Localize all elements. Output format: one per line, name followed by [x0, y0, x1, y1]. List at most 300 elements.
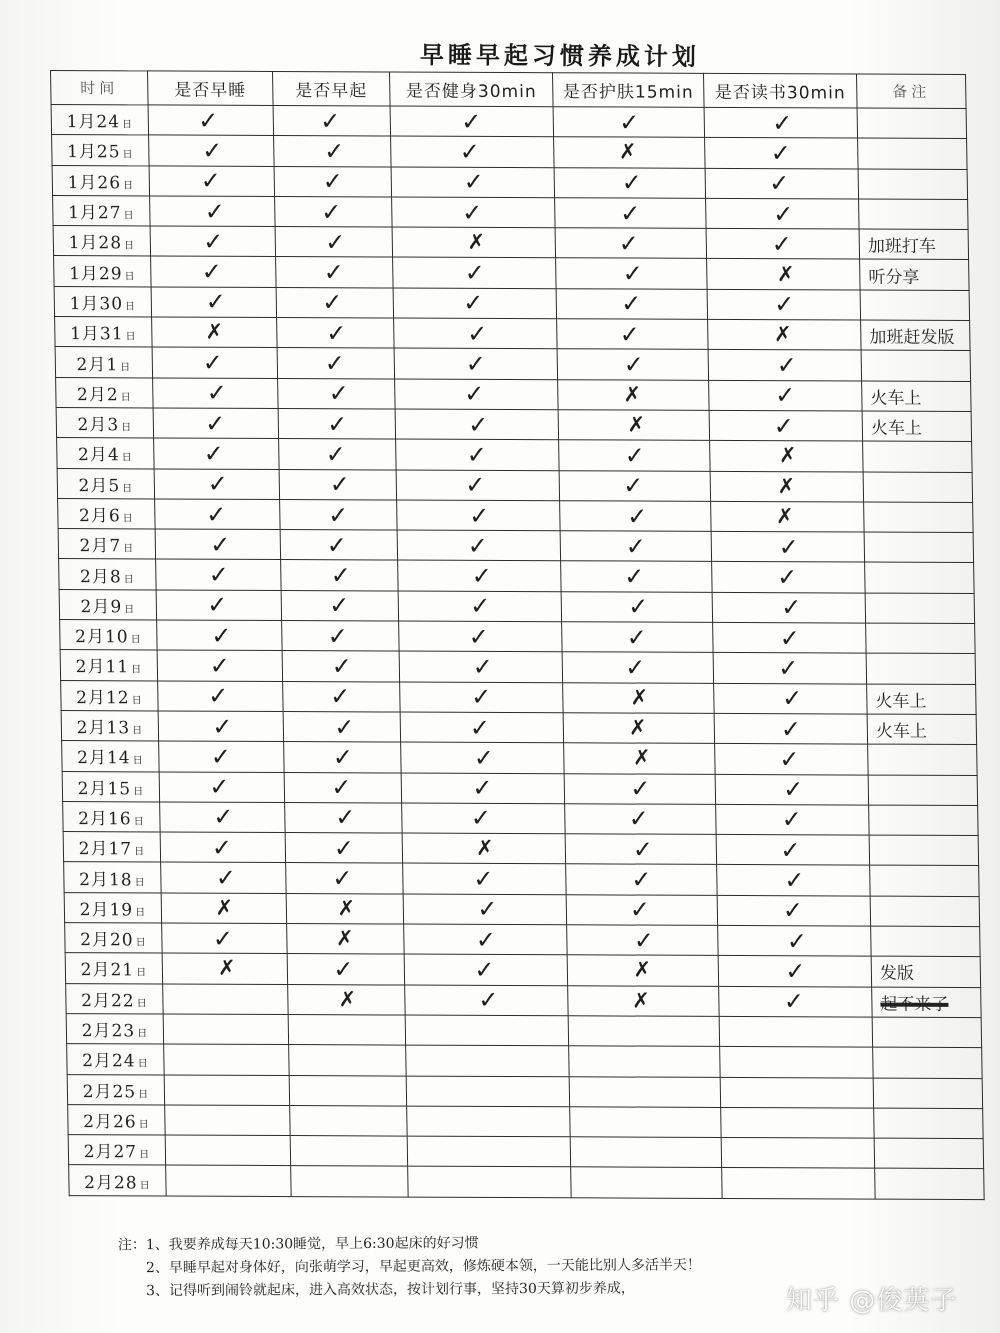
- table-row: [58, 498, 973, 532]
- date-text: 1月27: [67, 203, 122, 224]
- table-row: [68, 1104, 983, 1138]
- empty-cell: [408, 1166, 572, 1197]
- cross-mark-cell: ✗: [558, 410, 710, 441]
- day-suffix: 日: [135, 907, 147, 919]
- date-cell: [68, 1135, 166, 1166]
- date-text: 1月24: [66, 112, 121, 133]
- date-text: 2月1: [76, 354, 119, 375]
- check-mark-cell: ✓: [285, 833, 403, 864]
- check-mark-cell: ✓: [281, 560, 399, 591]
- check-mark-cell: ✓: [284, 772, 402, 803]
- check-mark-cell: ✓: [148, 105, 274, 136]
- note-cell: [869, 805, 979, 836]
- day-suffix: 日: [121, 422, 133, 434]
- check-mark-cell: ✓: [282, 621, 400, 652]
- note-text: 火车上: [870, 418, 923, 439]
- check-mark-cell: ✓: [718, 956, 872, 987]
- empty-cell: [290, 1105, 408, 1136]
- date-text: 1月31: [69, 324, 124, 345]
- date-text: 2月8: [79, 566, 122, 587]
- date-cell: [54, 286, 152, 317]
- date-text: 1月28: [68, 233, 123, 254]
- check-mark-cell: ✓: [278, 378, 396, 409]
- check-mark-cell: ✓: [395, 409, 559, 440]
- check-mark-cell: ✓: [714, 713, 868, 744]
- check-mark-cell: ✓: [390, 106, 554, 137]
- check-mark-cell: ✓: [395, 379, 559, 410]
- check-mark-cell: ✓: [719, 986, 873, 1017]
- check-mark-cell: ✓: [709, 380, 863, 411]
- check-mark-cell: ✓: [561, 591, 713, 622]
- check-mark-cell: ✓: [560, 501, 712, 532]
- check-mark-cell: ✓: [716, 835, 870, 866]
- check-mark-cell: ✓: [150, 226, 276, 257]
- note-cell: [865, 563, 975, 594]
- note-cell: [873, 1047, 983, 1078]
- note-cell: [862, 411, 972, 442]
- note-cell: [861, 320, 971, 351]
- check-mark-cell: ✓: [400, 682, 564, 713]
- day-suffix: 日: [132, 755, 144, 767]
- note-cell: [866, 623, 976, 654]
- date-text: 2月20: [80, 930, 134, 951]
- check-mark-cell: ✓: [280, 499, 398, 530]
- check-mark-cell: ✓: [394, 318, 558, 349]
- footnote-label: 注：: [117, 1237, 146, 1254]
- check-mark-cell: ✓: [155, 529, 281, 560]
- date-cell: [53, 195, 151, 226]
- date-cell: [64, 892, 162, 923]
- table-row: [58, 529, 973, 563]
- check-mark-cell: ✓: [713, 653, 867, 684]
- note-cell: [867, 684, 977, 715]
- check-mark-cell: ✓: [160, 832, 286, 863]
- note-cell: [874, 1108, 984, 1139]
- date-cell: [66, 983, 164, 1014]
- table-row: [59, 589, 974, 623]
- date-text: 2月27: [83, 1142, 138, 1163]
- column-header-1: 是否早睡: [148, 71, 274, 106]
- date-cell: [69, 1165, 167, 1196]
- table-row: [65, 923, 980, 957]
- table-row: [54, 286, 969, 320]
- note-cell: [868, 744, 978, 775]
- check-mark-cell: ✓: [153, 378, 279, 409]
- empty-cell: [722, 1168, 876, 1199]
- check-mark-cell: ✓: [559, 440, 711, 471]
- date-cell: [53, 226, 151, 257]
- check-mark-cell: ✓: [151, 256, 277, 287]
- check-mark-cell: ✓: [157, 650, 283, 681]
- day-suffix: 日: [138, 1119, 150, 1131]
- table-row: [69, 1165, 984, 1199]
- empty-cell: [405, 1015, 569, 1046]
- check-mark-cell: ✓: [281, 590, 399, 621]
- footnote-text-3: 3、记得听到闹铃就起床，进入高效状态，按计划行事，坚持30天算初步养成，: [146, 1280, 635, 1300]
- date-text: 2月17: [78, 839, 133, 860]
- check-mark-cell: ✓: [274, 166, 392, 197]
- date-cell: [65, 923, 163, 954]
- note-cell: [858, 169, 968, 200]
- check-mark-cell: ✓: [282, 651, 400, 682]
- check-mark-cell: ✓: [278, 408, 396, 439]
- day-suffix: 日: [122, 513, 134, 525]
- check-mark-cell: ✓: [565, 804, 717, 835]
- table-row: [63, 832, 978, 866]
- check-mark-cell: ✓: [161, 862, 287, 893]
- date-cell: [55, 347, 153, 378]
- check-mark-cell: ✓: [155, 499, 281, 530]
- check-mark-cell: ✓: [717, 865, 871, 896]
- check-mark-cell: ✓: [561, 561, 713, 592]
- date-cell: [65, 953, 163, 984]
- check-mark-cell: ✓: [709, 410, 863, 441]
- empty-cell: [720, 1077, 874, 1108]
- empty-cell: [164, 1075, 290, 1106]
- empty-cell: [289, 1045, 407, 1076]
- cross-mark-cell: ✗: [563, 713, 715, 744]
- cross-mark-cell: ✗: [402, 833, 566, 864]
- check-mark-cell: ✓: [393, 257, 557, 288]
- check-mark-cell: ✓: [150, 196, 276, 227]
- date-cell: [58, 498, 156, 529]
- check-mark-cell: ✓: [559, 470, 711, 501]
- note-cell: [861, 350, 971, 381]
- cross-mark-cell: ✗: [568, 985, 720, 1016]
- day-suffix: 日: [132, 725, 144, 737]
- check-mark-cell: ✓: [276, 257, 394, 288]
- check-mark-cell: ✓: [277, 348, 395, 379]
- check-mark-cell: ✓: [156, 590, 282, 621]
- check-mark-cell: ✓: [704, 107, 858, 138]
- date-cell: [60, 620, 158, 651]
- empty-cell: [721, 1138, 875, 1169]
- day-suffix: 日: [122, 483, 134, 495]
- cross-mark-cell: ✗: [564, 743, 716, 774]
- sheet-title: 早睡早起习惯养成计划: [419, 40, 701, 71]
- date-text: 1月29: [68, 263, 123, 284]
- note-cell: [872, 987, 982, 1018]
- check-mark-cell: ✓: [713, 622, 867, 653]
- footnote-text-1: 1、我要养成每天10:30睡觉，早上6:30起床的好习惯: [145, 1235, 479, 1254]
- note-cell: [871, 926, 981, 957]
- table-row: [64, 862, 979, 896]
- date-cell: [56, 377, 154, 408]
- date-cell: [61, 710, 159, 741]
- note-cell: [859, 229, 969, 260]
- day-suffix: 日: [125, 331, 137, 343]
- check-mark-cell: ✓: [157, 620, 283, 651]
- empty-cell: [569, 1076, 721, 1107]
- check-mark-cell: ✓: [715, 744, 869, 775]
- day-suffix: 日: [137, 1058, 149, 1070]
- note-cell: [862, 381, 972, 412]
- day-suffix: 日: [135, 937, 147, 949]
- day-suffix: 日: [123, 543, 135, 555]
- empty-cell: [288, 1014, 406, 1045]
- cross-mark-cell: ✗: [558, 379, 710, 410]
- check-mark-cell: ✓: [158, 681, 284, 712]
- day-suffix: 日: [138, 1089, 150, 1101]
- empty-cell: [163, 984, 289, 1015]
- date-text: 2月14: [77, 748, 131, 769]
- column-header-4: 是否护肤15min: [553, 73, 705, 108]
- date-text: 2月3: [77, 415, 120, 436]
- note-text: 听分享: [868, 267, 920, 288]
- date-cell: [61, 680, 159, 711]
- note-cell: [867, 714, 977, 745]
- cross-mark-cell: ✗: [708, 319, 862, 350]
- date-text: 2月11: [75, 657, 130, 678]
- date-text: 2月12: [76, 687, 130, 709]
- note-cell: [866, 653, 976, 684]
- empty-cell: [719, 1016, 873, 1047]
- check-mark-cell: ✓: [279, 439, 397, 470]
- header-row: [51, 71, 967, 109]
- table-row: [56, 377, 971, 411]
- table-row: [60, 620, 975, 654]
- note-cell: [871, 956, 981, 987]
- check-mark-cell: ✓: [283, 711, 401, 742]
- cross-mark-cell: ✗: [161, 893, 287, 924]
- check-mark-cell: ✓: [404, 924, 568, 955]
- table-row: [62, 741, 977, 775]
- empty-cell: [407, 1106, 571, 1137]
- check-mark-cell: ✓: [162, 923, 288, 954]
- check-mark-cell: ✓: [398, 560, 562, 591]
- date-text: 2月16: [78, 809, 132, 830]
- table-row: [55, 317, 970, 351]
- table-row: [68, 1135, 983, 1169]
- empty-cell: [164, 1044, 290, 1075]
- table-row: [60, 650, 975, 684]
- empty-cell: [720, 1047, 874, 1078]
- empty-cell: [165, 1135, 291, 1166]
- check-mark-cell: ✓: [404, 954, 568, 985]
- note-text: 发版: [879, 964, 915, 985]
- date-cell: [56, 407, 154, 438]
- note-text: 起不来了: [880, 994, 949, 1015]
- day-suffix: 日: [122, 119, 134, 131]
- date-text: 2月22: [81, 990, 135, 1012]
- cross-mark-cell: ✗: [286, 893, 404, 924]
- day-suffix: 日: [130, 634, 142, 646]
- date-text: 2月10: [75, 627, 129, 648]
- note-cell: [858, 138, 968, 169]
- table-row: [67, 1074, 982, 1108]
- footnote-text-2: 2、早睡早起对身体好，向张萌学习，早起更高效，修炼硬本领，一天能比别人多活半天！: [145, 1257, 701, 1277]
- check-mark-cell: ✓: [158, 711, 284, 742]
- table-row: [61, 680, 976, 714]
- column-header-6: 备注: [857, 74, 967, 108]
- date-text: 2月13: [76, 718, 131, 739]
- day-suffix: 日: [139, 1179, 151, 1191]
- date-text: 2月23: [81, 1021, 136, 1042]
- date-text: 1月26: [67, 172, 122, 194]
- table-row: [66, 1013, 981, 1047]
- date-text: 2月2: [76, 384, 119, 406]
- check-mark-cell: ✓: [706, 198, 860, 229]
- date-cell: [64, 862, 162, 893]
- check-mark-cell: ✓: [149, 166, 275, 197]
- check-mark-cell: ✓: [567, 925, 719, 956]
- day-suffix: 日: [120, 392, 132, 404]
- table-row: [53, 195, 968, 229]
- note-text: 加班赶发版: [869, 327, 955, 349]
- date-cell: [51, 105, 149, 136]
- check-mark-cell: ✓: [394, 348, 558, 379]
- check-mark-cell: ✓: [283, 681, 401, 712]
- check-mark-cell: ✓: [159, 741, 285, 772]
- check-mark-cell: ✓: [717, 895, 871, 926]
- check-mark-cell: ✓: [286, 863, 404, 894]
- check-mark-cell: ✓: [564, 773, 716, 804]
- date-text: 2月21: [80, 960, 135, 981]
- check-mark-cell: ✓: [557, 349, 709, 380]
- date-text: 2月28: [84, 1172, 138, 1193]
- empty-cell: [568, 1016, 720, 1047]
- check-mark-cell: ✓: [398, 591, 562, 622]
- table-row: [66, 983, 981, 1017]
- check-mark-cell: ✓: [400, 712, 564, 743]
- cross-mark-cell: ✗: [554, 137, 706, 168]
- day-suffix: 日: [131, 664, 143, 676]
- date-text: 2月6: [78, 506, 121, 527]
- empty-cell: [406, 1045, 570, 1076]
- date-cell: [67, 1074, 165, 1105]
- check-mark-cell: ✓: [565, 834, 717, 865]
- date-cell: [62, 741, 160, 772]
- table-row: [62, 771, 977, 805]
- date-text: 1月30: [69, 294, 124, 315]
- check-mark-cell: ✓: [562, 622, 714, 653]
- table-row: [51, 105, 966, 139]
- note-cell: [870, 896, 980, 927]
- cross-mark-cell: ✗: [392, 227, 556, 258]
- note-cell: [874, 1138, 984, 1169]
- note-cell: [860, 260, 970, 291]
- column-header-0: 时间: [51, 71, 149, 105]
- column-header-5: 是否读书30min: [704, 73, 858, 108]
- date-cell: [52, 165, 150, 196]
- check-mark-cell: ✓: [401, 742, 565, 773]
- date-cell: [63, 801, 161, 832]
- check-mark-cell: ✓: [276, 287, 394, 318]
- note-cell: [868, 775, 978, 806]
- check-mark-cell: ✓: [705, 168, 859, 199]
- check-mark-cell: ✓: [393, 288, 557, 319]
- date-text: 2月24: [82, 1051, 136, 1072]
- note-text: 火车上: [875, 721, 928, 742]
- empty-cell: [721, 1107, 875, 1138]
- date-cell: [52, 135, 150, 166]
- check-mark-cell: ✓: [275, 196, 393, 227]
- note-cell: [859, 199, 969, 230]
- table-body: [51, 105, 984, 1200]
- empty-cell: [166, 1165, 292, 1196]
- day-suffix: 日: [121, 452, 133, 464]
- note-cell: [870, 866, 980, 897]
- check-mark-cell: ✓: [712, 592, 866, 623]
- cross-mark-cell: ✗: [707, 259, 861, 290]
- note-cell: [863, 441, 973, 472]
- empty-cell: [291, 1166, 409, 1197]
- check-mark-cell: ✓: [397, 500, 561, 531]
- check-mark-cell: ✓: [399, 621, 563, 652]
- check-mark-cell: ✓: [705, 138, 859, 169]
- table-row: [61, 710, 976, 744]
- note-cell: [864, 532, 974, 563]
- note-cell: [863, 472, 973, 503]
- day-suffix: 日: [120, 361, 132, 373]
- check-mark-cell: ✓: [160, 802, 286, 833]
- note-cell: [865, 593, 975, 624]
- check-mark-cell: ✓: [156, 559, 282, 590]
- day-suffix: 日: [134, 846, 146, 858]
- check-mark-cell: ✓: [274, 136, 392, 167]
- date-cell: [68, 1104, 166, 1135]
- check-mark-cell: ✓: [280, 530, 398, 561]
- date-cell: [57, 438, 155, 469]
- check-mark-cell: ✓: [273, 105, 391, 136]
- date-cell: [54, 256, 152, 287]
- cross-mark-cell: ✗: [563, 682, 715, 713]
- date-text: 2月4: [77, 445, 120, 466]
- check-mark-cell: ✓: [279, 469, 397, 500]
- empty-cell: [289, 1075, 407, 1106]
- day-suffix: 日: [134, 876, 146, 888]
- day-suffix: 日: [123, 180, 135, 192]
- date-cell: [55, 317, 153, 348]
- check-mark-cell: ✓: [707, 289, 861, 320]
- note-cell: [869, 835, 979, 866]
- date-text: 2月18: [79, 869, 133, 890]
- date-text: 2月7: [79, 536, 122, 557]
- check-mark-cell: ✓: [566, 894, 718, 925]
- day-suffix: 日: [133, 786, 145, 798]
- check-mark-cell: ✓: [285, 802, 403, 833]
- date-text: 2月19: [79, 899, 134, 921]
- check-mark-cell: ✓: [402, 803, 566, 834]
- table-row: [63, 801, 978, 835]
- date-text: 2月15: [77, 778, 132, 800]
- column-header-3: 是否健身30min: [390, 72, 554, 107]
- table-row: [55, 347, 970, 381]
- check-mark-cell: ✓: [151, 287, 277, 318]
- check-mark-cell: ✓: [711, 532, 865, 563]
- day-suffix: 日: [124, 604, 136, 616]
- check-mark-cell: ✓: [715, 774, 869, 805]
- check-mark-cell: ✓: [149, 135, 275, 166]
- check-mark-cell: ✓: [712, 562, 866, 593]
- check-mark-cell: ✓: [277, 318, 395, 349]
- check-mark-cell: ✓: [566, 864, 718, 895]
- note-text: 加班打车: [867, 236, 937, 258]
- check-mark-cell: ✓: [557, 319, 709, 350]
- note-cell: [860, 290, 970, 321]
- check-mark-cell: ✓: [403, 863, 567, 894]
- check-mark-cell: ✓: [392, 197, 556, 228]
- table-row: [53, 226, 968, 260]
- cross-mark-cell: ✗: [710, 471, 864, 502]
- date-cell: [59, 559, 157, 590]
- date-text: 2月5: [78, 475, 121, 497]
- table-row: [52, 165, 967, 199]
- check-mark-cell: ✓: [153, 408, 279, 439]
- date-cell: [59, 589, 157, 620]
- empty-cell: [569, 1046, 721, 1077]
- note-cell: [864, 502, 974, 533]
